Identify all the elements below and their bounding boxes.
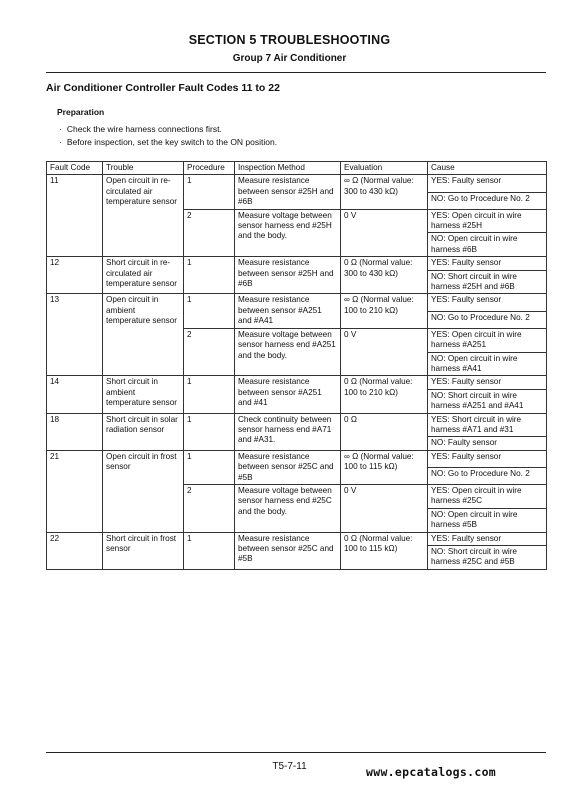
inspection-method-cell: Check continuity between sensor harness end #A71 and #A31. [235,413,341,450]
cause-cell: NO: Short circuit in wire harness #A251 and #A41 [428,389,547,413]
inspection-method-cell: Measure voltage between sensor harness end #25C and the body. [235,484,341,532]
inspection-method-cell: Measure resistance between sensor #A251 and #A41 [235,294,341,328]
procedure-cell: 2 [184,209,235,257]
trouble-cell: Short circuit in re-circulated air temperature sensor [103,257,184,294]
procedure-cell: 1 [184,376,235,413]
watermark-url: www.epcatalogs.com [366,765,497,779]
cause-cell: NO: Go to Procedure No. 2 [428,467,547,484]
table-row [47,532,547,545]
table-row [47,175,547,192]
evaluation-cell: 0 V [341,328,428,376]
trouble-cell: Short circuit in frost sensor [103,532,184,569]
inspection-method-cell: Measure resistance between sensor #25H and #6B [235,257,341,294]
inspection-method-cell: Measure voltage between sensor harness end #A251 and the body. [235,328,341,376]
fault-code-cell: 18 [47,413,103,450]
procedure-cell: 2 [184,328,235,376]
cause-cell: YES: Faulty sensor [428,450,547,467]
evaluation-cell: 0 Ω (Normal value: 100 to 210 kΩ) [341,376,428,413]
cause-cell: NO: Open circuit in wire harness #6B [428,233,547,257]
header-cause: Cause [428,162,547,175]
preparation-list [59,123,277,148]
inspection-method-cell: Measure resistance between sensor #25C and #5B [235,450,341,484]
cause-cell: NO: Go to Procedure No. 2 [428,192,547,209]
cause-cell: YES: Open circuit in wire harness #A251 [428,328,547,352]
fault-code-cell: 11 [47,175,103,257]
table-row [47,450,547,467]
table-row [47,376,547,389]
fault-code-cell: 13 [47,294,103,376]
header-fault-code: Fault Code [47,162,103,175]
inspection-method-cell: Measure voltage between sensor harness end #25H and the body. [235,209,341,257]
cause-cell: YES: Open circuit in wire harness #25C [428,484,547,508]
section-title: SECTION 5 TROUBLESHOOTING [188,33,391,47]
fault-code-cell: 22 [47,532,103,569]
procedure-cell: 1 [184,532,235,569]
procedure-cell: 2 [184,484,235,532]
page-number: T5-7-11 [272,761,307,772]
cause-cell: YES: Faulty sensor [428,376,547,389]
header-trouble: Trouble [103,162,184,175]
cause-cell: NO: Short circuit in wire harness #25C and #5B [428,546,547,570]
preparation-item: · Check the wire harness connections first. [59,123,277,136]
fault-code-cell: 12 [47,257,103,294]
inspection-method-cell: Measure resistance between sensor #A251 and #41 [235,376,341,413]
table-body [47,175,547,569]
table-header-row [47,162,547,175]
cause-cell: YES: Faulty sensor [428,175,547,192]
evaluation-cell: ∞ Ω (Normal value: 300 to 430 kΩ) [341,175,428,209]
document-title: Air Conditioner Controller Fault Codes 11 to 22 [46,82,280,94]
procedure-cell: 1 [184,175,235,209]
header-inspection-method: Inspection Method [235,162,341,175]
group-title: Group 7 Air Conditioner [232,53,347,64]
fault-code-table [46,161,547,570]
inspection-method-cell: Measure resistance between sensor #25H and #6B [235,175,341,209]
cause-cell: NO: Go to Procedure No. 2 [428,311,547,328]
procedure-cell: 1 [184,413,235,450]
header-rule [46,72,546,73]
cause-cell: YES: Faulty sensor [428,294,547,311]
evaluation-cell: ∞ Ω (Normal value: 100 to 115 kΩ) [341,450,428,484]
procedure-cell: 1 [184,450,235,484]
cause-cell: NO: Open circuit in wire harness #5B [428,508,547,532]
trouble-cell: Open circuit in re-circulated air temperature sensor [103,175,184,257]
table-row [47,257,547,270]
trouble-cell: Short circuit in ambient temperature sensor [103,376,184,413]
footer-rule [46,752,546,753]
table-row [47,294,547,311]
cause-cell: NO: Faulty sensor [428,437,547,450]
evaluation-cell: 0 Ω (Normal value: 300 to 430 kΩ) [341,257,428,294]
header-procedure: Procedure [184,162,235,175]
evaluation-cell: 0 V [341,209,428,257]
cause-cell: NO: Short circuit in wire harness #25H and #6B [428,270,547,294]
cause-cell: YES: Open circuit in wire harness #25H [428,209,547,233]
header-evaluation: Evaluation [341,162,428,175]
trouble-cell: Open circuit in ambient temperature sensor [103,294,184,376]
trouble-cell: Open circuit in frost sensor [103,450,184,532]
preparation-item: · Before inspection, set the key switch to the ON position. [59,136,277,149]
fault-code-cell: 21 [47,450,103,532]
fault-code-cell: 14 [47,376,103,413]
cause-cell: NO: Open circuit in wire harness #A41 [428,352,547,376]
evaluation-cell: ∞ Ω (Normal value: 100 to 210 kΩ) [341,294,428,328]
evaluation-cell: 0 Ω (Normal value: 100 to 115 kΩ) [341,532,428,569]
cause-cell: YES: Faulty sensor [428,257,547,270]
preparation-title: Preparation [57,107,105,117]
procedure-cell: 1 [184,257,235,294]
procedure-cell: 1 [184,294,235,328]
evaluation-cell: 0 Ω [341,413,428,450]
cause-cell: YES: Faulty sensor [428,532,547,545]
evaluation-cell: 0 V [341,484,428,532]
inspection-method-cell: Measure resistance between sensor #25C and #5B [235,532,341,569]
trouble-cell: Short circuit in solar radiation sensor [103,413,184,450]
table-row [47,413,547,437]
cause-cell: YES: Short circuit in wire harness #A71 and #31 [428,413,547,437]
